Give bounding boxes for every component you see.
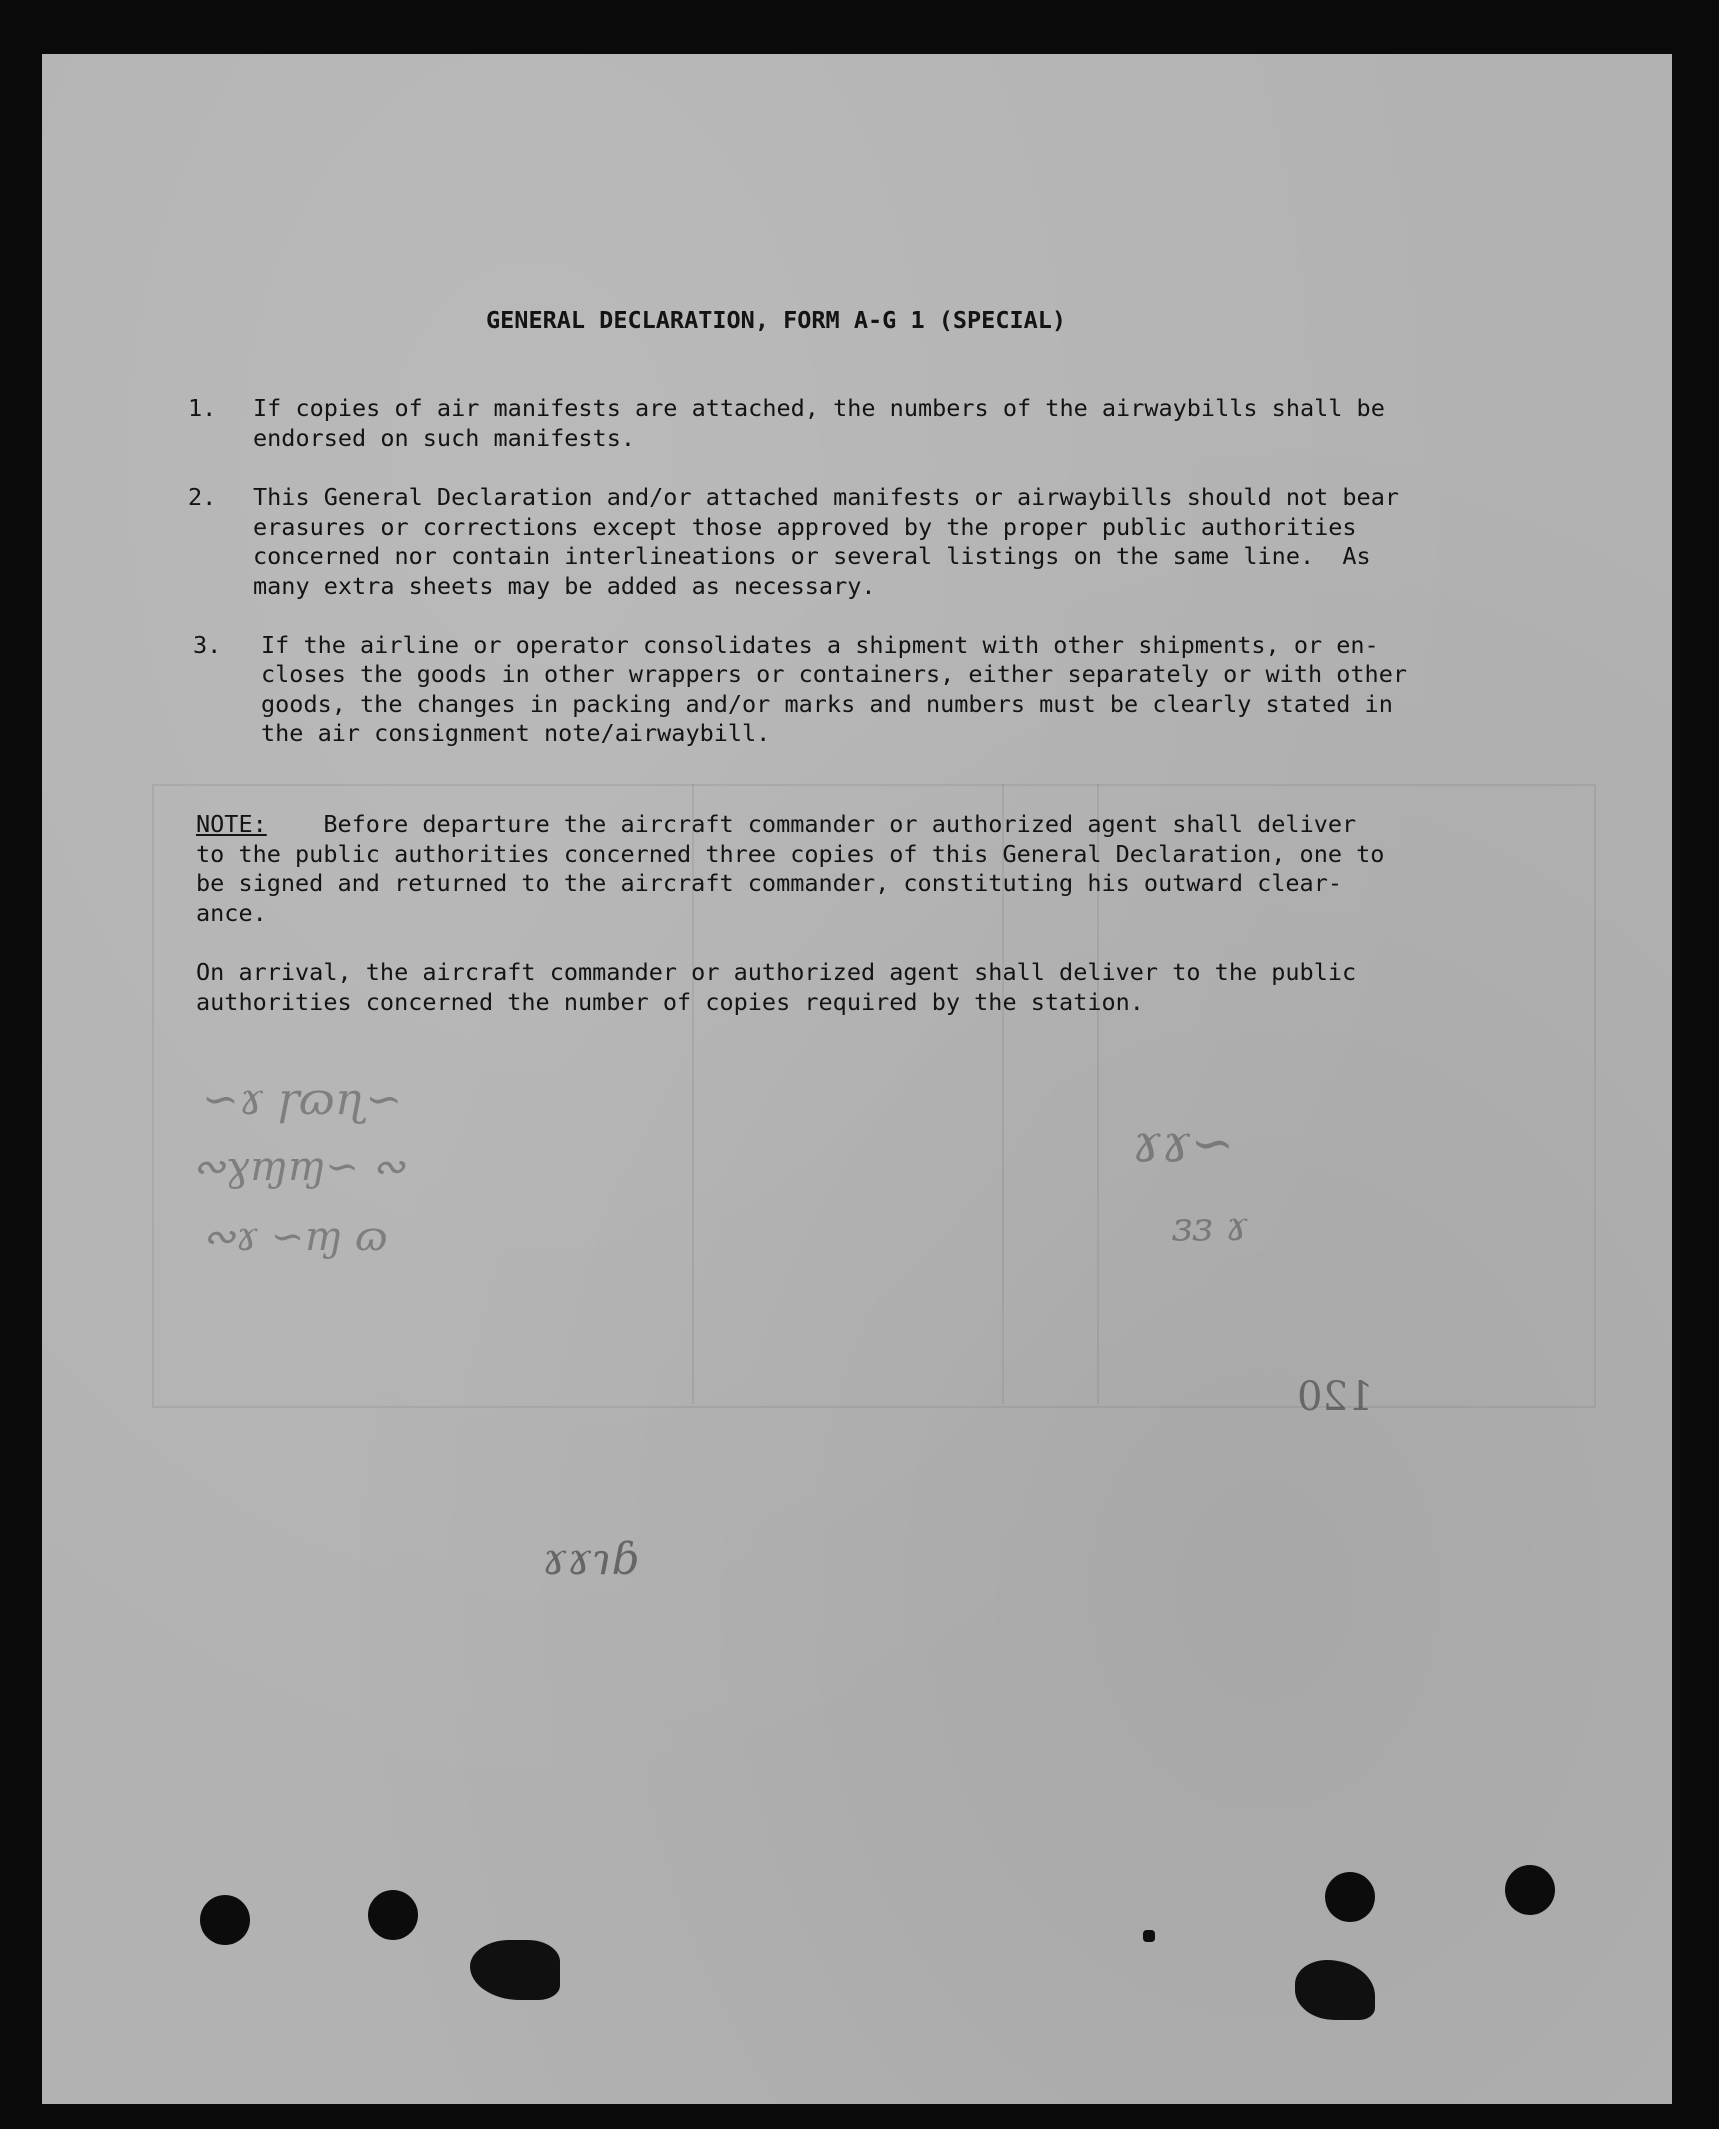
punch-hole <box>368 1890 418 1940</box>
note-label: NOTE: <box>196 810 267 838</box>
note-first-line <box>196 810 1356 840</box>
handwriting-bleed: ɤɤɿɓ <box>542 1534 640 1585</box>
note-line: to the public authorities concerned three copies of this General Declaration, one to <box>196 840 1385 868</box>
note-line: be signed and returned to the aircraft commander, constituting his outward clear- <box>196 869 1343 897</box>
form-title: GENERAL DECLARATION, FORM A-G 1 (SPECIAL) <box>486 306 1067 334</box>
item-2-line: This General Declaration and/or attached manifests or airwaybills should not bear <box>253 483 1400 511</box>
punch-hole <box>1505 1865 1555 1915</box>
item-1-line: If copies of air manifests are attached, the numbers of the airwaybills shall be <box>253 394 1385 422</box>
item-2-line: erasures or corrections except those approved by the proper public authorities <box>253 513 1357 541</box>
item-3-line: the air consignment note/airwaybill. <box>261 719 771 747</box>
item-number: 2. <box>188 483 217 511</box>
item-3-line: closes the goods in other wrappers or containers, either separately or with other <box>261 660 1408 688</box>
arrival-line: authorities concerned the number of copies required by the station. <box>196 988 1144 1016</box>
item-1-line: endorsed on such manifests. <box>253 424 636 452</box>
handwriting-bleed: ∾ɤ ∽ɱ ɷ <box>202 1214 388 1260</box>
punch-hole <box>200 1895 250 1945</box>
handwriting-bleed: ∾ɣɱɱ∽ ∾ <box>192 1144 406 1190</box>
punch-hole <box>1325 1872 1375 1922</box>
item-3-line: goods, the changes in packing and/or marks and numbers must be clearly stated in <box>261 690 1393 718</box>
item-2-line: many extra sheets may be added as necessary. <box>253 572 876 600</box>
ink-speck <box>1143 1930 1155 1942</box>
note-first-line-text: Before departure the aircraft commander or authorized agent shall deliver <box>266 810 1357 838</box>
item-number: 1. <box>188 394 217 422</box>
document-page <box>42 54 1672 2104</box>
reversed-stamp: 120 <box>1297 1374 1374 1420</box>
note-line: ance. <box>196 899 267 927</box>
handwriting-bleed: ɜɜ ɤ <box>1172 1204 1248 1250</box>
arrival-line: On arrival, the aircraft commander or authorized agent shall deliver to the public <box>196 958 1357 986</box>
handwriting-bleed: ∽ɤ ɼɷɳ∽ <box>202 1074 403 1125</box>
item-number: 3. <box>193 631 222 659</box>
handwriting-bleed: ɤɤ∽ <box>1132 1114 1235 1174</box>
item-3-line: If the airline or operator consolidates a shipment with other shipments, or en- <box>261 631 1379 659</box>
item-2-line: concerned nor contain interlineations or several listings on the same line. As <box>253 542 1371 570</box>
